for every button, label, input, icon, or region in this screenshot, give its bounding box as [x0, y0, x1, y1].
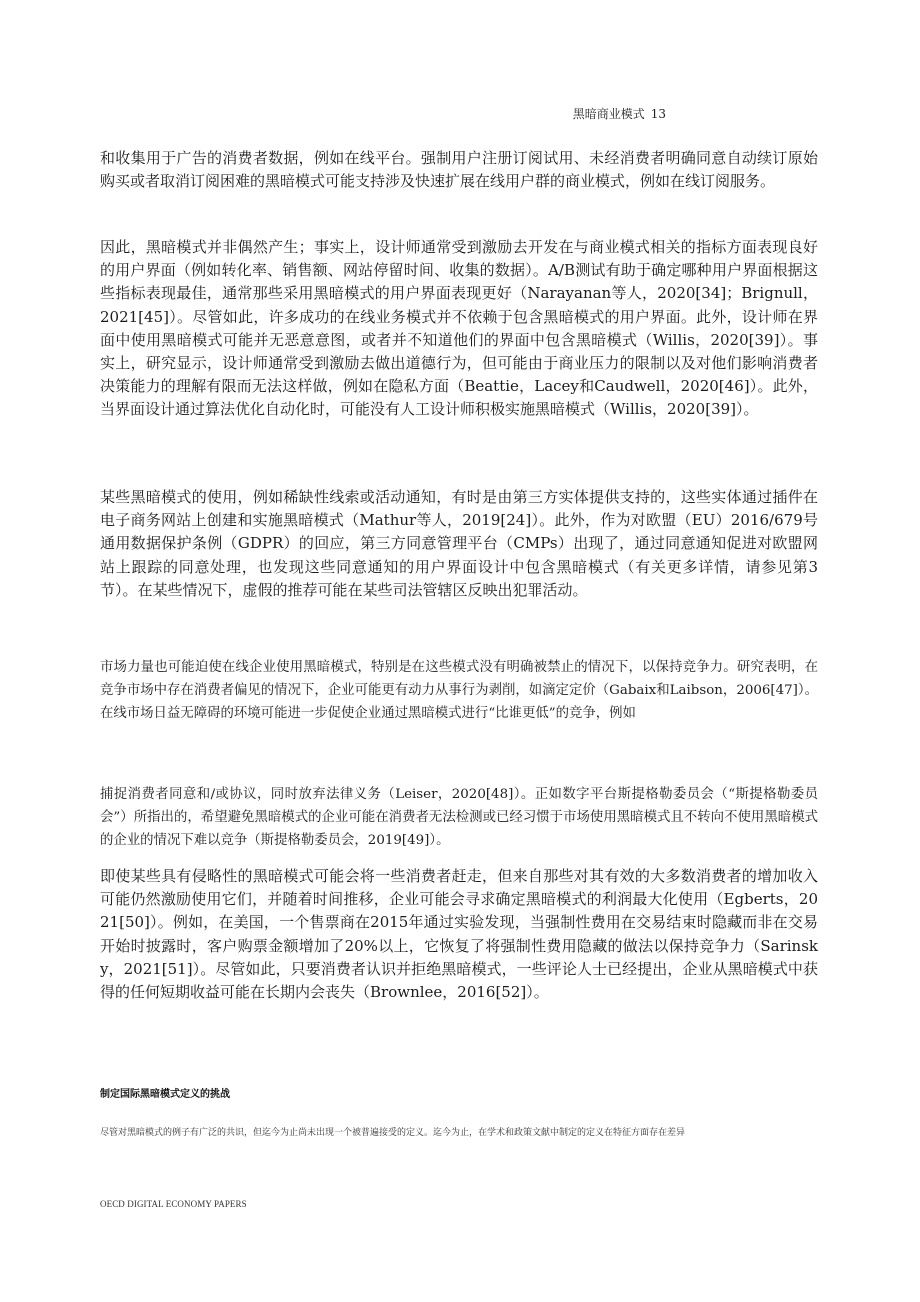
page-number: 13: [650, 107, 666, 121]
section-paragraph: 尽管对黑暗模式的例子有广泛的共识，但迄今为止尚未出现一个被普遍接受的定义。迄今为止，在学术和政策文献中制定的定义在特征方面存在差异: [100, 1128, 686, 1138]
body-paragraph-6: 即使某些具有侵略性的黑暗模式可能会将一些消费者赶走，但来自那些对其有效的大多数消费者的增加收入可能仍然激励使用它们，并随着时间推移，企业可能会寻求确定黑暗模式的利润最大化使用（Egberts，2021[50]）。例如，在美国，一个售票商在2015年通过实验发现，当强制性费用在交易结束时隐藏而非在交易开始时披露时，客户购票金额增加了20%以上，它恢复了将强制性费用隐藏的做法以保持竞争力（Sarinsky，2021[51]）。尽管如此，只要消费者认识并拒绝黑暗模式，一些评论人士已经提出，企业从黑暗模式中获得的任何短期收益可能在长期内会丧失（Brownlee，2016[52]）。: [100, 867, 818, 1002]
running-title: 黑暗商业模式: [572, 107, 645, 121]
body-paragraph-2: 因此，黑暗模式并非偶然产生；事实上，设计师通常受到激励去开发在与商业模式相关的指标方面表现良好的用户界面（例如转化率、销售额、网站停留时间、收集的数据）。A/B测试有助于确定哪种用户界面根据这些指标表现最佳，通常那些采用黑暗模式的用户界面表现更好（Narayanan等人，2020[34]；Brignull，2021[45]）。尽管如此，许多成功的在线业务模式并不依赖于包含黑暗模式的用户界面。此外，设计师在界面中使用黑暗模式可能并无恶意意图，或者并不知道他们的界面中包含黑暗模式（Willis，2020[39]）。事实上，研究显示，设计师通常受到激励去做出道德行为，但可能由于商业压力的限制以及对他们影响消费者决策能力的理解有限而无法这样做，例如在隐私方面（Beattie，Lacey和Caudwell，2020[46]）。此外，当界面设计通过算法优化自动化时，可能没有人工设计师积极实施黑暗模式（Willis，2020[39]）。: [100, 238, 818, 419]
body-paragraph-4: 市场力量也可能迫使在线企业使用黑暗模式，特别是在这些模式没有明确被禁止的情况下，以保持竞争力。研究表明，在竞争市场中存在消费者偏见的情况下，企业可能更有动力从事行为剥削，如滴定定价（Gabaix和Laibson，2006[47]）。在线市场日益无障碍的环境可能进一步促使企业通过黑暗模式进行“比谁更低”的竞争，例如: [100, 660, 818, 721]
body-paragraph-3: 某些黑暗模式的使用，例如稀缺性线索或活动通知，有时是由第三方实体提供支持的，这些实体通过插件在电子商务网站上创建和实施黑暗模式（Mathur等人，2019[24]）。此外，作为对欧盟（EU）2016/679号通用数据保护条例（GDPR）的回应，第三方同意管理平台（CMPs）出现了，通过同意通知促进对欧盟网站上跟踪的同意处理，也发现这些同意通知的用户界面设计中包含黑暗模式（有关更多详情，请参见第3节）。在某些情况下，虚假的推荐可能在某些司法管辖区反映出犯罪活动。: [100, 488, 818, 599]
section-heading: 制定国际黑暗模式定义的挑战: [100, 1089, 230, 1100]
page-footer: OECD DIGITAL ECONOMY PAPERS: [100, 1199, 247, 1209]
running-header: [573, 105, 666, 122]
body-paragraph-1: 和收集用于广告的消费者数据，例如在线平台。强制用户注册订阅试用、未经消费者明确同意自动续订原始购买或者取消订阅困难的黑暗模式可能支持涉及快速扩展在线用户群的商业模式，例如在线订阅服务。: [100, 149, 818, 191]
body-paragraph-5: 捕捉消费者同意和/或协议，同时放弃法律义务（Leiser，2020[48]）。正如数字平台斯提格勒委员会（“斯提格勒委员会”）所指出的，希望避免黑暗模式的企业可能在消费者无法检测或已经习惯于市场使用黑暗模式且不转向不使用黑暗模式的企业的情况下难以竞争（斯提格勒委员会，2019[49]）。: [100, 787, 818, 848]
